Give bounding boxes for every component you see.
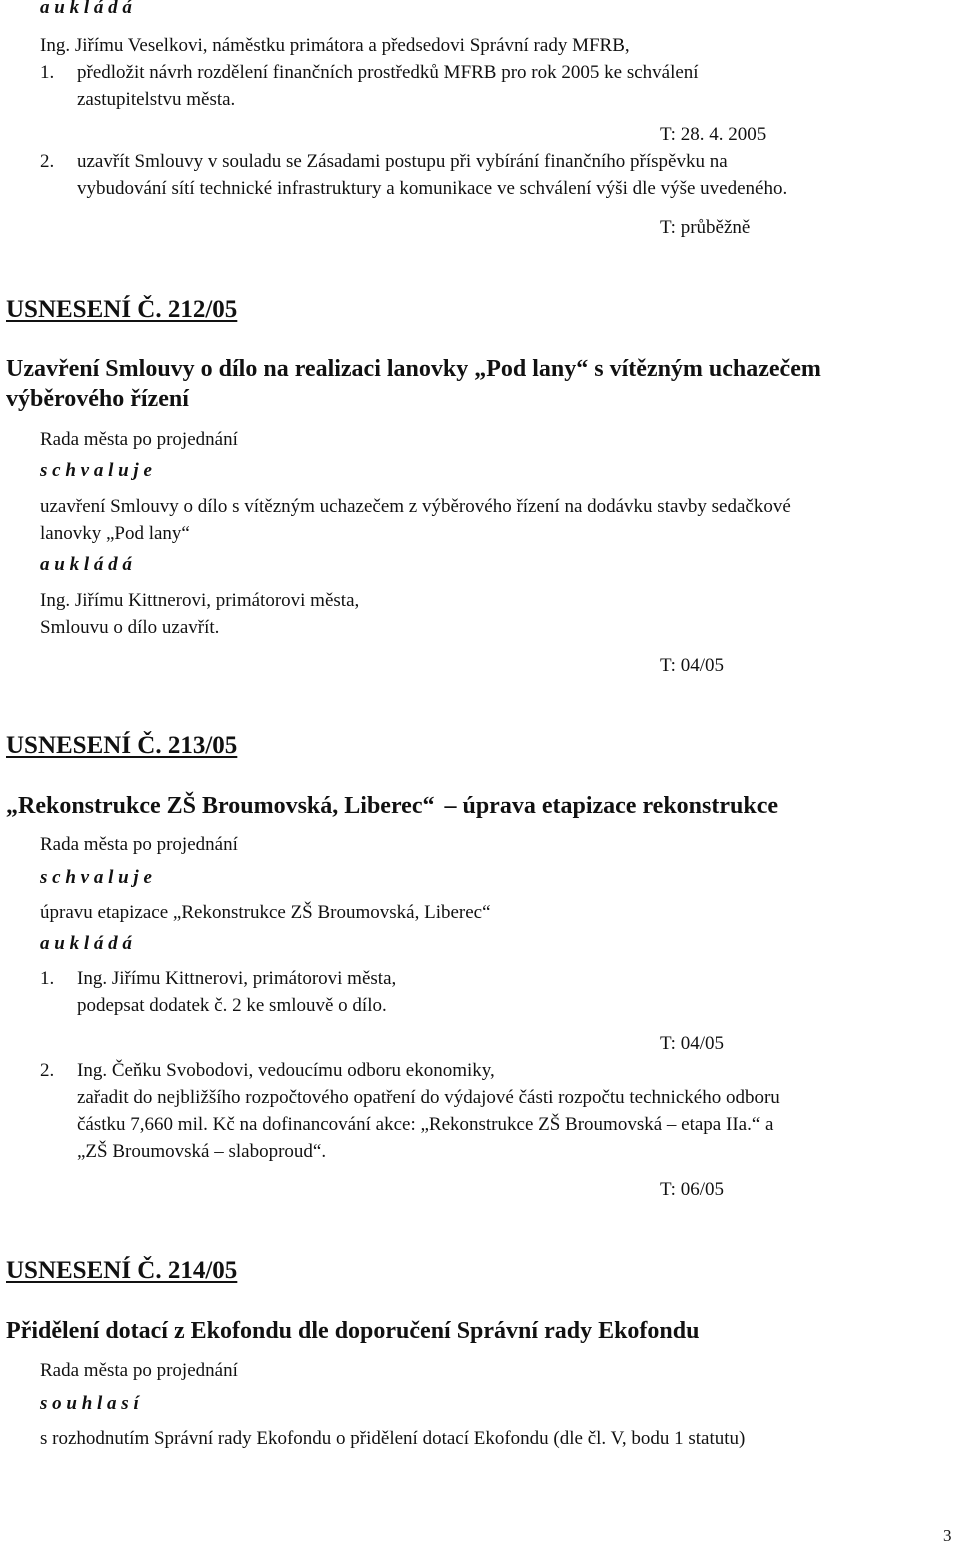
resolution-title: Uzavření Smlouvy o dílo na realizaci lanovky „Pod lany“ s vítězným uchazečem [6,356,821,382]
task-text: částku 7,660 mil. Kč na dofinancování akce: „Rekonstrukce ZŠ Broumovská – etapa IIa.“ a [77,1114,774,1135]
deadline: T: 28. 4. 2005 [660,124,767,145]
title-rest: – úprava etapizace rekonstrukce [444,793,778,819]
resolution-title: výběrového řízení [6,386,189,412]
verb-souhlasi: s o u h l a s í [40,1393,139,1414]
deadline: T: 06/05 [660,1179,724,1200]
resolution-heading: USNESENÍ Č. 212/05 [6,296,238,323]
instruction-ukl: a u k l á d á [40,554,132,575]
verb-schvaluje: s c h v a l u j e [40,867,152,888]
resolution-text: lanovky „Pod lany“ [40,523,190,544]
item-text: vybudování sítí technické infrastruktury a komunikace ve schválení výši dle výše uvedeného. [77,178,788,199]
item-text: uzavřít Smlouvy v souladu se Zásadami postupu při vybírání finančního příspěvku na [77,151,728,172]
item-number: 2. [40,151,55,172]
resolution-text: s rozhodnutím Správní rady Ekofondu o přidělení dotací Ekofondu (dle čl. V, bodu 1 statutu) [40,1428,746,1449]
resolution-text: uzavření Smlouvy o dílo s vítězným uchazečem z výběrového řízení na dodávku stavby sedačkové [40,496,791,517]
item-number: 1. [40,968,55,989]
resolution-title: Přidělení dotací z Ekofondu dle doporučení Správní rady Ekofondu [6,1318,700,1344]
deadline: T: 04/05 [660,655,724,676]
deadline: T: průběžně [660,217,751,238]
resolution-heading: USNESENÍ Č. 213/05 [6,732,238,759]
assignee: Ing. Jiřímu Veselkovi, náměstku primátora a předsedovi Správní rady MFRB, [40,35,630,56]
item-text: předložit návrh rozdělení finančních prostředků MFRB pro rok 2005 ke schválení [77,62,699,83]
page-number: 3 [943,1526,952,1545]
task-text: zařadit do nejbližšího rozpočtového opatření do výdajové části rozpočtu technického odboru [77,1087,780,1108]
resolution-title [6,791,778,821]
council-line: Rada města po projednání [40,834,238,855]
item-number: 2. [40,1060,55,1081]
task-text: Smlouvu o dílo uzavřít. [40,617,220,638]
task-text: podepsat dodatek č. 2 ke smlouvě o dílo. [77,995,387,1016]
instruction-ukl: a u k l á d á [40,0,132,18]
assignee: Ing. Jiřímu Kittnerovi, primátorovi města, [77,968,397,989]
verb-schvaluje: s c h v a l u j e [40,460,152,481]
deadline: T: 04/05 [660,1033,724,1054]
item-text: zastupitelstvu města. [77,89,236,110]
task-text: „ZŠ Broumovská – slaboproud“. [77,1141,327,1162]
resolution-heading: USNESENÍ Č. 214/05 [6,1257,238,1284]
resolution-text: úpravu etapizace „Rekonstrukce ZŠ Broumovská, Liberec“ [40,902,491,923]
council-line: Rada města po projednání [40,1360,238,1381]
item-number: 1. [40,62,55,83]
title-quoted: „Rekonstrukce ZŠ Broumovská, Liberec“ [6,793,435,819]
assignee: Ing. Jiřímu Kittnerovi, primátorovi města, [40,590,360,611]
instruction-ukl: a u k l á d á [40,933,132,954]
assignee: Ing. Čeňku Svobodovi, vedoucímu odboru ekonomiky, [77,1060,495,1081]
council-line: Rada města po projednání [40,429,238,450]
